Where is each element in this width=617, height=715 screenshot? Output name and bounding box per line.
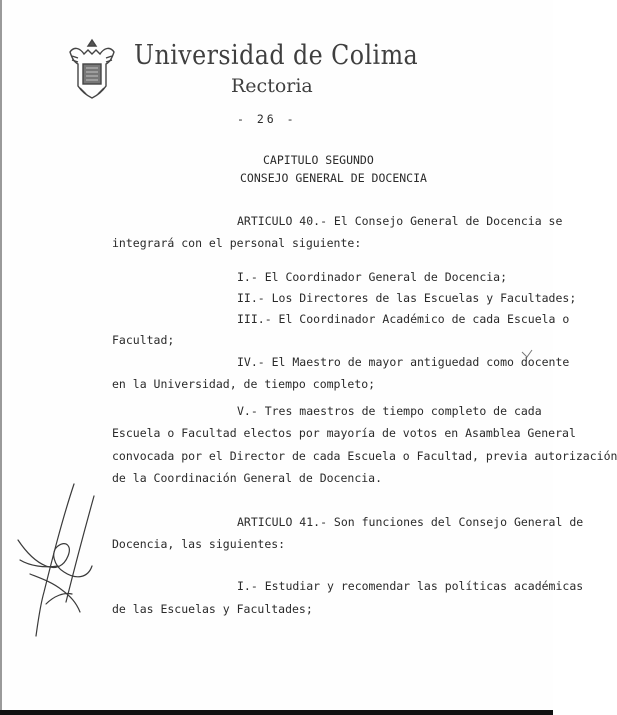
office-name: Rectoria [231, 75, 313, 97]
article-40-item-v-cont-1: Escuela o Facultad electos por mayoría de votos en Asamblea General [112, 426, 576, 440]
article-41-item-i: I.- Estudiar y recomendar las políticas académicas [237, 579, 584, 593]
article-41-heading: ARTICULO 41.- Son funciones del Consejo General de [237, 515, 584, 529]
scan-bottom-edge [0, 710, 553, 715]
article-40-item-v-cont-2: convocada por el Director de cada Escuela o Facultad, previa autorización [112, 449, 617, 463]
article-40-item-iii-cont: Facultad; [112, 333, 175, 347]
article-40-heading: ARTICULO 40.- El Consejo General de Docencia se [237, 214, 563, 228]
article-40-intro: integrará con el personal siguiente: [112, 236, 362, 250]
article-40-item-iii: III.- El Coordinador Académico de cada Escuela o [237, 312, 570, 326]
chapter-subtitle: CONSEJO GENERAL DE DOCENCIA [240, 171, 427, 185]
article-40-item-iv: IV.- El Maestro de mayor antiguedad como docente [237, 355, 570, 369]
article-41-intro: Docencia, las siguientes: [112, 537, 286, 551]
article-40-item-v-cont-3: de la Coordinación General de Docencia. [112, 471, 383, 485]
article-40-item-v: V.- Tres maestros de tiempo completo de cada [237, 404, 542, 418]
article-40-item-i: I.- El Coordinador General de Docencia; [237, 270, 508, 284]
chapter-title: CAPITULO SEGUNDO [263, 153, 374, 167]
article-40-item-iv-cont: en la Universidad, de tiempo completo; [112, 377, 376, 391]
page-number: - 26 - [237, 112, 297, 126]
university-name: Universidad de Colima [134, 40, 419, 71]
article-41-item-i-cont: de las Escuelas y Facultades; [112, 602, 313, 616]
article-40-item-ii: II.- Los Directores de las Escuelas y Facultades; [237, 291, 577, 305]
